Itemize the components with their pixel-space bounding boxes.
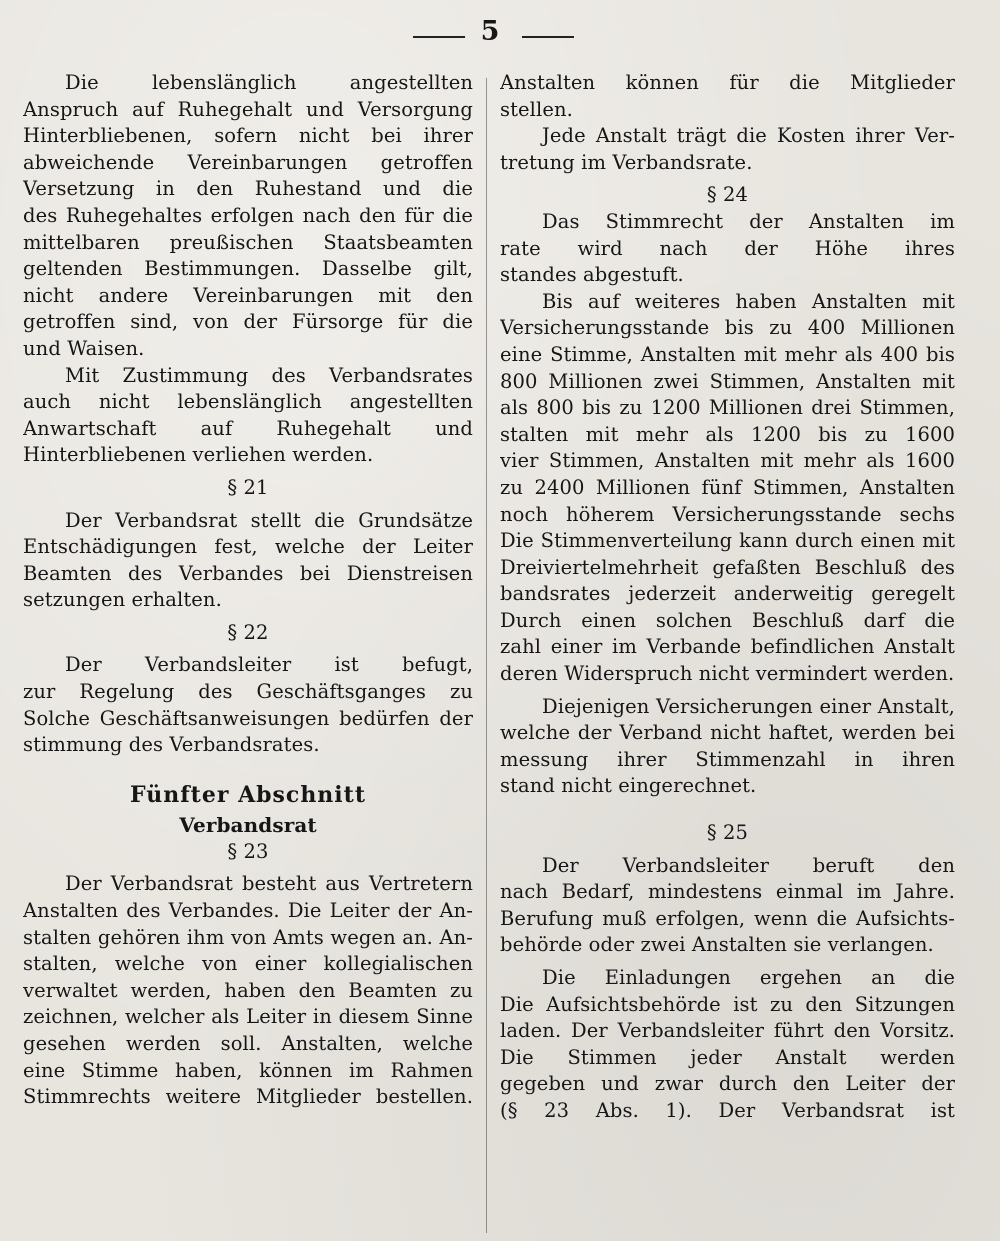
text-line: noch höherem Versicherungsstande sechs bbox=[500, 502, 955, 526]
text-line: Der Verbandsrat stellt die Grundsätze bbox=[65, 508, 473, 532]
section-24-title: § 24 bbox=[706, 183, 749, 207]
section-25-body bbox=[500, 853, 955, 1125]
text-line: zeichnen, welcher als Leiter in diesem Sinne bbox=[23, 1005, 473, 1029]
text-line: Die Stimmen jeder Anstalt werden bbox=[500, 1045, 955, 1069]
text-line: messung ihrer Stimmenzahl in ihren bbox=[500, 747, 955, 771]
text-line: Der Verbandsleiter beruft den bbox=[542, 853, 955, 877]
text-line: zur Regelung des Geschäftsganges zu bbox=[23, 680, 473, 704]
text-line: verwaltet werden, haben den Beamten zu bbox=[23, 978, 473, 1002]
text-line: stalten mit mehr als 1200 bis zu 1600 bbox=[500, 422, 955, 446]
text-line: rate wird nach der Höhe ihres bbox=[500, 236, 955, 260]
text-line: Bis auf weiteres haben Anstalten mit bbox=[542, 289, 955, 313]
text-line: Durch einen solchen Beschluß darf die bbox=[500, 608, 955, 632]
text-line: stalten gehören ihm von Amts wegen an. An- bbox=[23, 925, 473, 949]
text-line: stalten, welche von einer kollegialischen bbox=[23, 952, 473, 976]
text-line: (§ 23 Abs. 1). Der Verbandsrat ist bbox=[500, 1098, 955, 1122]
text-line: Das Stimmrecht der Anstalten im bbox=[542, 209, 955, 233]
spacer bbox=[23, 759, 473, 779]
text-line: standes abgestuft. bbox=[500, 263, 684, 287]
text-line: vier Stimmen, Anstalten mit mehr als 1600 bbox=[500, 449, 955, 473]
text-line: Die Einladungen ergehen an die bbox=[542, 966, 955, 989]
text-line: Die lebenslänglich angestellten bbox=[65, 71, 473, 94]
text-line: auch nicht lebenslänglich angestellten bbox=[23, 390, 473, 414]
text-line: welche der Verband nicht haftet, werden bei bbox=[500, 721, 955, 745]
left-column bbox=[23, 70, 473, 1111]
text-line: gesehen werden soll. Anstalten, welche bbox=[23, 1032, 473, 1055]
text-line: zahl einer im Verbande befindlichen Anstalt bbox=[500, 635, 955, 659]
paragraph-consent bbox=[23, 363, 473, 469]
text-line: Anstalten des Verbandes. Die Leiter der An- bbox=[23, 899, 473, 923]
text-line: laden. Der Verbandsleiter führt den Vorsitz. bbox=[500, 1019, 955, 1043]
column-divider bbox=[486, 78, 487, 1233]
right-column bbox=[500, 70, 955, 1125]
text-line: Anstalten können für die Mitglieder bbox=[500, 71, 955, 94]
section-22-body bbox=[23, 652, 473, 758]
text-line: 800 Millionen zwei Stimmen, Anstalten mit bbox=[500, 369, 955, 393]
text-line: des Ruhegehaltes erfolgen nach den für die bbox=[23, 203, 473, 227]
text-line: Entschädigungen fest, welche der Leiter bbox=[23, 535, 473, 559]
text-line: Hinterbliebenen, sofern nicht bei ihrer bbox=[23, 124, 473, 148]
text-line: Versicherungsstande bis zu 400 Millionen bbox=[500, 316, 955, 340]
text-line: Versetzung in den Ruhestand und die bbox=[23, 177, 473, 201]
section-22-title: § 22 bbox=[227, 620, 269, 644]
text-line: Der Verbandsleiter ist befugt, bbox=[65, 653, 473, 677]
text-line: mittelbaren preußischen Staatsbeamten bbox=[23, 230, 473, 254]
section-23-title: § 23 bbox=[227, 839, 269, 863]
text-line: getroffen sind, von der Fürsorge für die bbox=[23, 310, 473, 334]
text-line: deren Widerspruch nicht vermindert werden. bbox=[500, 662, 955, 686]
text-line: Berufung muß erfolgen, wenn die Aufsichts- bbox=[500, 906, 955, 930]
paragraph-costs bbox=[500, 123, 955, 176]
text-line: gegeben und zwar durch den Leiter der bbox=[500, 1072, 955, 1096]
text-line: Hinterbliebenen verliehen werden. bbox=[23, 443, 374, 467]
text-line: Die Stimmenverteilung kann durch einen mit bbox=[500, 529, 955, 553]
text-line: stellen. bbox=[500, 97, 573, 121]
text-line: Die Aufsichtsbehörde ist zu den Sitzungen bbox=[500, 992, 955, 1016]
page-header bbox=[0, 12, 1000, 52]
paragraph-continuation bbox=[500, 70, 955, 123]
text-line: nicht andere Vereinbarungen mit den bbox=[23, 283, 473, 307]
section-24-body bbox=[500, 209, 955, 800]
text-line: geltenden Bestimmungen. Dasselbe gilt, bbox=[23, 257, 473, 281]
text-line: setzungen erhalten. bbox=[23, 588, 222, 612]
paragraph-pension bbox=[23, 70, 473, 363]
text-line: und Waisen. bbox=[23, 336, 145, 360]
header-rule-right bbox=[522, 36, 574, 38]
section-25-title: § 25 bbox=[706, 821, 749, 845]
section-21-title: § 21 bbox=[227, 475, 269, 499]
text-line: Diejenigen Versicherungen einer Anstalt, bbox=[542, 694, 955, 718]
text-line: als 800 bis zu 1200 Millionen drei Stimmen, bbox=[500, 396, 955, 420]
chapter-title: Fünfter Abschnitt bbox=[129, 781, 366, 808]
text-line: tretung im Verbandsrate. bbox=[500, 150, 753, 174]
text-line: zu 2400 Millionen fünf Stimmen, Anstalten bbox=[500, 475, 955, 499]
text-line: bandsrates jederzeit anderweitig geregelt bbox=[500, 582, 955, 606]
text-line: Solche Geschäftsanweisungen bedürfen der bbox=[23, 706, 473, 730]
text-line: Anwartschaft auf Ruhegehalt und bbox=[23, 416, 473, 440]
header-rule-left bbox=[413, 36, 465, 38]
text-line: stimmung des Verbandsrates. bbox=[23, 733, 320, 757]
text-line: stand nicht eingerechnet. bbox=[500, 774, 757, 798]
spacer bbox=[500, 800, 955, 820]
text-line: Beamten des Verbandes bei Dienstreisen bbox=[23, 561, 473, 585]
text-line: eine Stimme, Anstalten mit mehr als 400 bis bbox=[500, 342, 955, 366]
text-line: Mit Zustimmung des Verbandsrates bbox=[65, 363, 473, 387]
section-21-body bbox=[23, 508, 473, 614]
text-line: behörde oder zwei Anstalten sie verlangen. bbox=[500, 933, 934, 957]
text-line: Jede Anstalt trägt die Kosten ihrer Ver- bbox=[542, 124, 955, 148]
text-line: eine Stimme haben, können im Rahmen bbox=[23, 1058, 473, 1082]
text-line: abweichende Vereinbarungen getroffen bbox=[23, 150, 473, 174]
page-number: 5 bbox=[480, 16, 500, 47]
chapter-subtitle: Verbandsrat bbox=[179, 812, 317, 837]
text-line: Anspruch auf Ruhegehalt und Versorgung bbox=[23, 97, 473, 121]
text-line: Dreiviertelmehrheit gefaßten Beschluß des bbox=[500, 555, 955, 579]
section-23-body bbox=[23, 871, 473, 1110]
text-line: Stimmrechts weitere Mitglieder bestellen. bbox=[23, 1085, 473, 1109]
text-line: Der Verbandsrat besteht aus Vertretern bbox=[65, 872, 473, 896]
text-line: nach Bedarf, mindestens einmal im Jahre. bbox=[500, 880, 955, 904]
